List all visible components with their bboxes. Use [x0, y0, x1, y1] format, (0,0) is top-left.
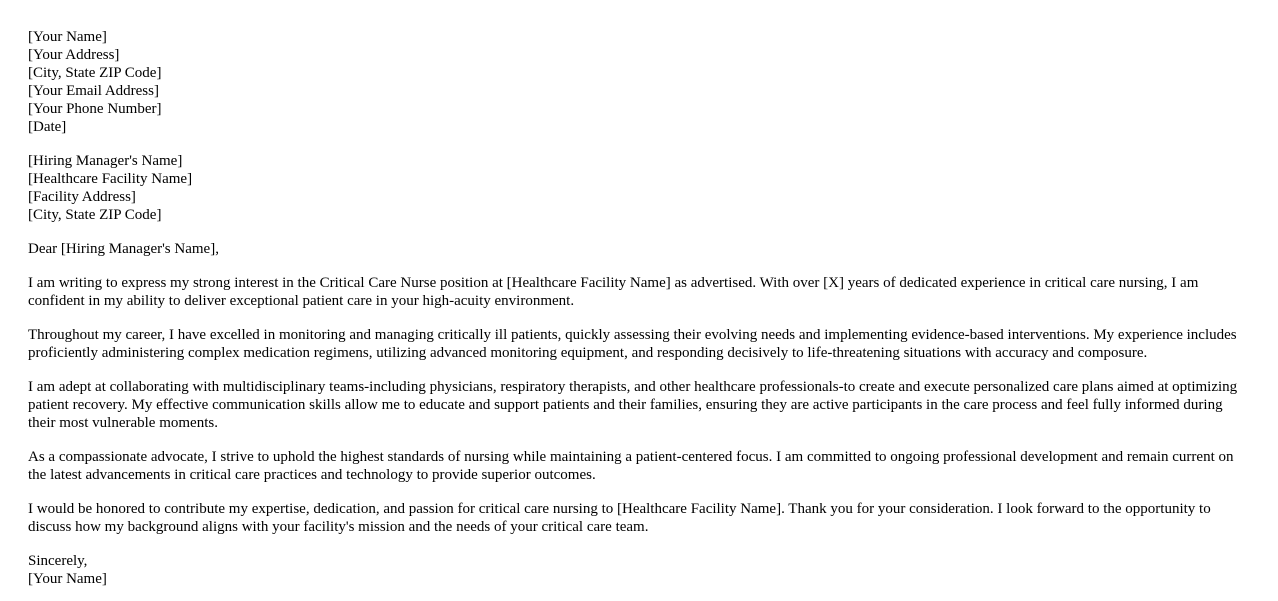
sender-city-state-zip: [City, State ZIP Code] — [28, 65, 162, 81]
signature-name: [Your Name] — [28, 571, 107, 587]
recipient-name: [Hiring Manager's Name] — [28, 153, 183, 169]
recipient-address: [Facility Address] — [28, 189, 136, 205]
sender-block — [28, 28, 1252, 136]
body-paragraph-5: I would be honored to contribute my expertise, dedication, and passion for critical care nursing to [Healthcare Facility Name]. Thank you for your consideration. I look forward to the opportunity to discuss how my background aligns with your facility's mission and the needs of your critical care team. — [28, 501, 1211, 535]
sender-name: [Your Name] — [28, 29, 107, 45]
cover-letter — [28, 28, 1252, 588]
recipient-block — [28, 152, 1252, 224]
body-paragraph-3: I am adept at collaborating with multidisciplinary teams-including physicians, respiratory therapists, and other healthcare professionals-to create and execute personalized care plans aimed at optimizing patient recovery. My effective communication skills allow me to educate and support patients and their families, ensuring they are active participants in the care process and feel fully informed during their most vulnerable moments. — [28, 379, 1238, 431]
body-paragraph-1: I am writing to express my strong interest in the Critical Care Nurse position at [Healthcare Facility Name] as advertised. With over [X] years of dedicated experience in critical care nursing, I am confident in my ability to deliver exceptional patient care in your high-acuity environment. — [28, 275, 1199, 309]
sender-email: [Your Email Address] — [28, 83, 159, 99]
recipient-city-state-zip: [City, State ZIP Code] — [28, 207, 162, 223]
letter-date: [Date] — [28, 119, 67, 135]
sender-phone: [Your Phone Number] — [28, 101, 162, 117]
body-paragraph-4: As a compassionate advocate, I strive to uphold the highest standards of nursing while maintaining a patient-centered focus. I am committed to ongoing professional development and remain current on the latest advancements in critical care practices and technology to provide superior outcomes. — [28, 449, 1234, 483]
closing: Sincerely, — [28, 553, 88, 569]
sender-address: [Your Address] — [28, 47, 120, 63]
recipient-facility: [Healthcare Facility Name] — [28, 171, 193, 187]
closing-block — [28, 552, 1252, 588]
body-paragraph-2: Throughout my career, I have excelled in monitoring and managing critically ill patients, quickly assessing their evolving needs and implementing evidence-based interventions. My experience includes proficiently administering complex medication regimens, utilizing advanced monitoring equipment, and responding decisively to life-threatening situations with accuracy and composure. — [28, 327, 1237, 361]
salutation: Dear [Hiring Manager's Name], — [28, 241, 219, 257]
